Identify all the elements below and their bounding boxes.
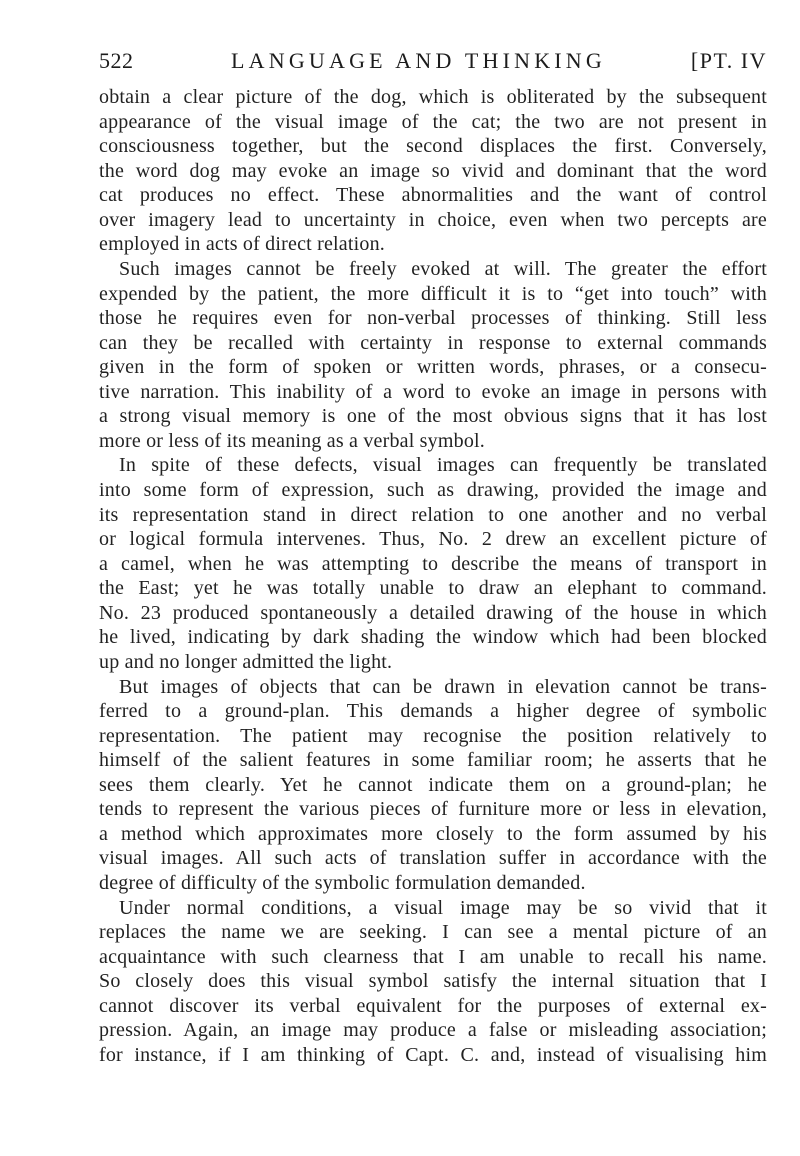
paragraph-first-line: In spite of these defects, visual images can frequently be translated [119,454,767,477]
text-line: for instance, if I am thinking of Capt. C. and, instead of visualising him [99,1043,767,1066]
text-line: a camel, when he was attempting to describe the means of transport in [99,552,767,575]
text-line: degree of difficulty of the symbolic formulation demanded. [99,872,586,894]
text-line: sees them clearly. Yet he cannot indicate them on a ground-plan; he [99,773,767,796]
text-line: he lived, indicating by dark shading the window which had been blocked [99,626,767,649]
text-line: cannot discover its verbal equivalent for the purposes of external ex- [99,994,767,1017]
text-line: visual images. All such acts of translation suffer in accordance with the [99,847,767,870]
paragraph-first-line: But images of objects that can be drawn in elevation cannot be trans- [119,675,767,698]
text-line: himself of the salient features in some familiar room; he asserts that he [99,749,767,772]
text-line: up and no longer admitted the light. [99,650,393,673]
text-line: given in the form of spoken or written words, phrases, or a consecu- [99,356,767,379]
text-line: a strong visual memory is one of the most obvious signs that it has lost [99,405,767,428]
text-line: the East; yet he was totally unable to draw an elephant to command. [99,577,767,600]
text-line: representation. The patient may recognise the position relatively to [99,724,767,747]
text-line: appearance of the visual image of the cat; the two are not present in [99,110,767,133]
text-line: replaces the name we are seeking. I can see a mental picture of an [99,921,767,944]
text-line: acquaintance with such clearness that I am unable to recall his name. [99,945,767,968]
part-label: [PT. IV [690,48,767,73]
paragraph-first-line: Under normal conditions, a visual image may be so vivid that it [119,896,767,919]
text-line: into some form of expression, such as drawing, provided the image and [99,479,767,501]
text-line: ferred to a ground-plan. This demands a higher degree of symbolic [99,700,767,723]
running-title: LANGUAGE AND THINKING [231,48,606,73]
text-line: tends to represent the various pieces of furniture more or less in elevation, [99,798,767,821]
text-line: those he requires even for non-verbal processes of thinking. Still less [99,307,767,330]
text-line: over imagery lead to uncertainty in choice, even when two percepts are [99,208,767,231]
text-line: a method which approximates more closely to the form assumed by his [99,822,767,845]
text-line: expended by the patient, the more difficult it is to “get into touch” with [99,282,767,305]
text-line: can they be recalled with certainty in response to external commands [99,331,767,354]
text-line: No. 23 produced spontaneously a detailed drawing of the house in which [99,601,767,624]
body-text [99,85,767,1068]
text-line: employed in acts of direct relation. [99,233,385,256]
text-line: consciousness together, but the second displaces the first. Conversely, [99,135,767,158]
text-line: more or less of its meaning as a verbal symbol. [99,429,485,452]
page-number: 522 [99,48,134,73]
text-line: cat produces no effect. These abnormalities and the want of control [99,184,767,207]
text-line: the word dog may evoke an image so vivid and dominant that the word [99,159,767,182]
text-line: tive narration. This inability of a word to evoke an image in persons with [99,380,767,403]
text-line: its representation stand in direct relation to one another and no verbal [99,503,767,526]
running-head [99,46,767,76]
text-line: or logical formula intervenes. Thus, No. 2 drew an excellent picture of [99,528,767,551]
text-line: So closely does this visual symbol satisfy the internal situation that I [99,970,767,993]
text-line: pression. Again, an image may produce a false or misleading association; [99,1019,767,1042]
text-line: obtain a clear picture of the dog, which is obliterated by the subsequent [99,86,767,108]
paragraph-first-line: Such images cannot be freely evoked at will. The greater the effort [119,257,767,280]
